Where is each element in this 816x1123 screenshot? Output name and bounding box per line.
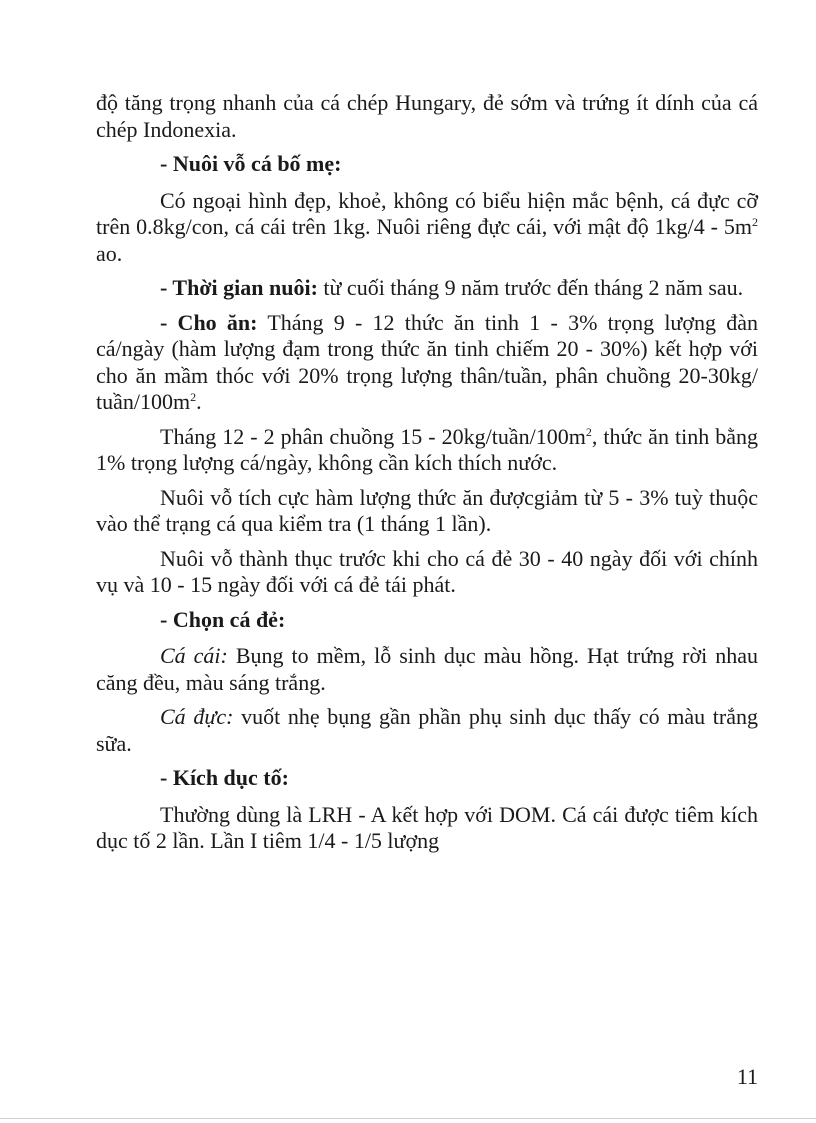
paragraph-thang-12-end: , thức ăn tinh bằng 1% trọng lượng cá/ngày, không cần kích thích nước. bbox=[96, 423, 758, 475]
heading-thoi-gian: - Thời gian nuôi: bbox=[160, 275, 318, 300]
paragraph-intro-text: độ tăng trọng nhanh của cá chép Hungary, đẻ sớm và trứng ít dính của cá chép Indonexia. bbox=[96, 90, 758, 142]
heading-cho-an: - Cho ăn: bbox=[160, 309, 258, 335]
paragraph-cho-an-end: . bbox=[196, 389, 202, 414]
paragraph-thanh-thuc: Nuôi vỗ thành thục trước khi cho cá đẻ 30 - 40 ngày đối với chính vụ và 10 - 15 ngày đối với cá đẻ tái phát. bbox=[96, 545, 758, 597]
page-number: 11 bbox=[736, 1064, 758, 1089]
page-body bbox=[96, 90, 758, 863]
paragraph-ca-duc-text: vuốt nhẹ bụng gần phần phụ sinh dục thấy có màu trắng sữa. bbox=[96, 704, 758, 756]
superscript-2: 2 bbox=[190, 390, 197, 404]
paragraph-tich-cuc: Nuôi vỗ tích cực hàm lượng thức ăn đượcgiảm từ 5 - 3% tuỳ thuộc vào thể trạng cá qua kiểm tra (1 tháng 1 lần). bbox=[96, 484, 758, 536]
paragraph-thoi-gian-text: từ cuối tháng 9 năm trước đến tháng 2 năm sau. bbox=[317, 275, 744, 300]
paragraph-thang-12 bbox=[96, 424, 758, 477]
heading-kich-duc: - Kích dục tố: bbox=[160, 765, 289, 790]
superscript-2: 2 bbox=[752, 215, 758, 229]
paragraph-nuoi-vo-end: ao. bbox=[96, 240, 123, 266]
paragraph-ca-cai-text: Bụng to mềm, lỗ sinh dục màu hồng. Hạt trứng rời nhau căng đều, màu sáng trắng. bbox=[96, 643, 758, 695]
paragraph-cho-an-text: Tháng 9 - 12 thức ăn tinh 1 - 3% trọng lượng đàn cá/ngày (hàm lượng đạm trong thức ăn tinh chiếm 20 - 30%) kết hợp với cho ăn mầm thóc với 20% trọng lượng thân/tuần, phân chuồng 20-30kg/ tuần/100m bbox=[96, 309, 758, 414]
paragraph-ca-cai bbox=[96, 643, 758, 696]
paragraph-nuoi-vo bbox=[96, 188, 758, 268]
paragraph-thang-12-text: Tháng 12 - 2 phân chuồng 15 - 20kg/tuần/100m bbox=[160, 423, 586, 449]
paragraph-kich-duc: Thường dùng là LRH - A kết hợp với DOM. Cá cái được tiêm kích dục tố 2 lần. Lần I tiêm 1/4 - 1/5 lượng bbox=[96, 801, 758, 853]
heading-nuoi-vo: - Nuôi vỗ cá bố mẹ: bbox=[160, 151, 342, 176]
paragraph-ca-duc bbox=[96, 704, 758, 757]
label-ca-cai: Cá cái: bbox=[160, 643, 228, 668]
paragraph-cho-an bbox=[96, 310, 758, 416]
superscript-2: 2 bbox=[585, 424, 592, 439]
bottom-divider bbox=[0, 1118, 816, 1119]
heading-chon-ca: - Chọn cá đẻ: bbox=[160, 606, 286, 632]
paragraph-thoi-gian bbox=[96, 275, 758, 302]
label-ca-duc: Cá đực: bbox=[160, 704, 234, 729]
paragraph-intro bbox=[96, 90, 758, 143]
paragraph-nuoi-vo-text: Có ngoại hình đẹp, khoẻ, không có biểu hiện mắc bệnh, cá đực cỡ trên 0.8kg/con, cá cái trên 1kg. Nuôi riêng đực cái, với mật độ 1kg/4 - 5m bbox=[96, 187, 758, 239]
